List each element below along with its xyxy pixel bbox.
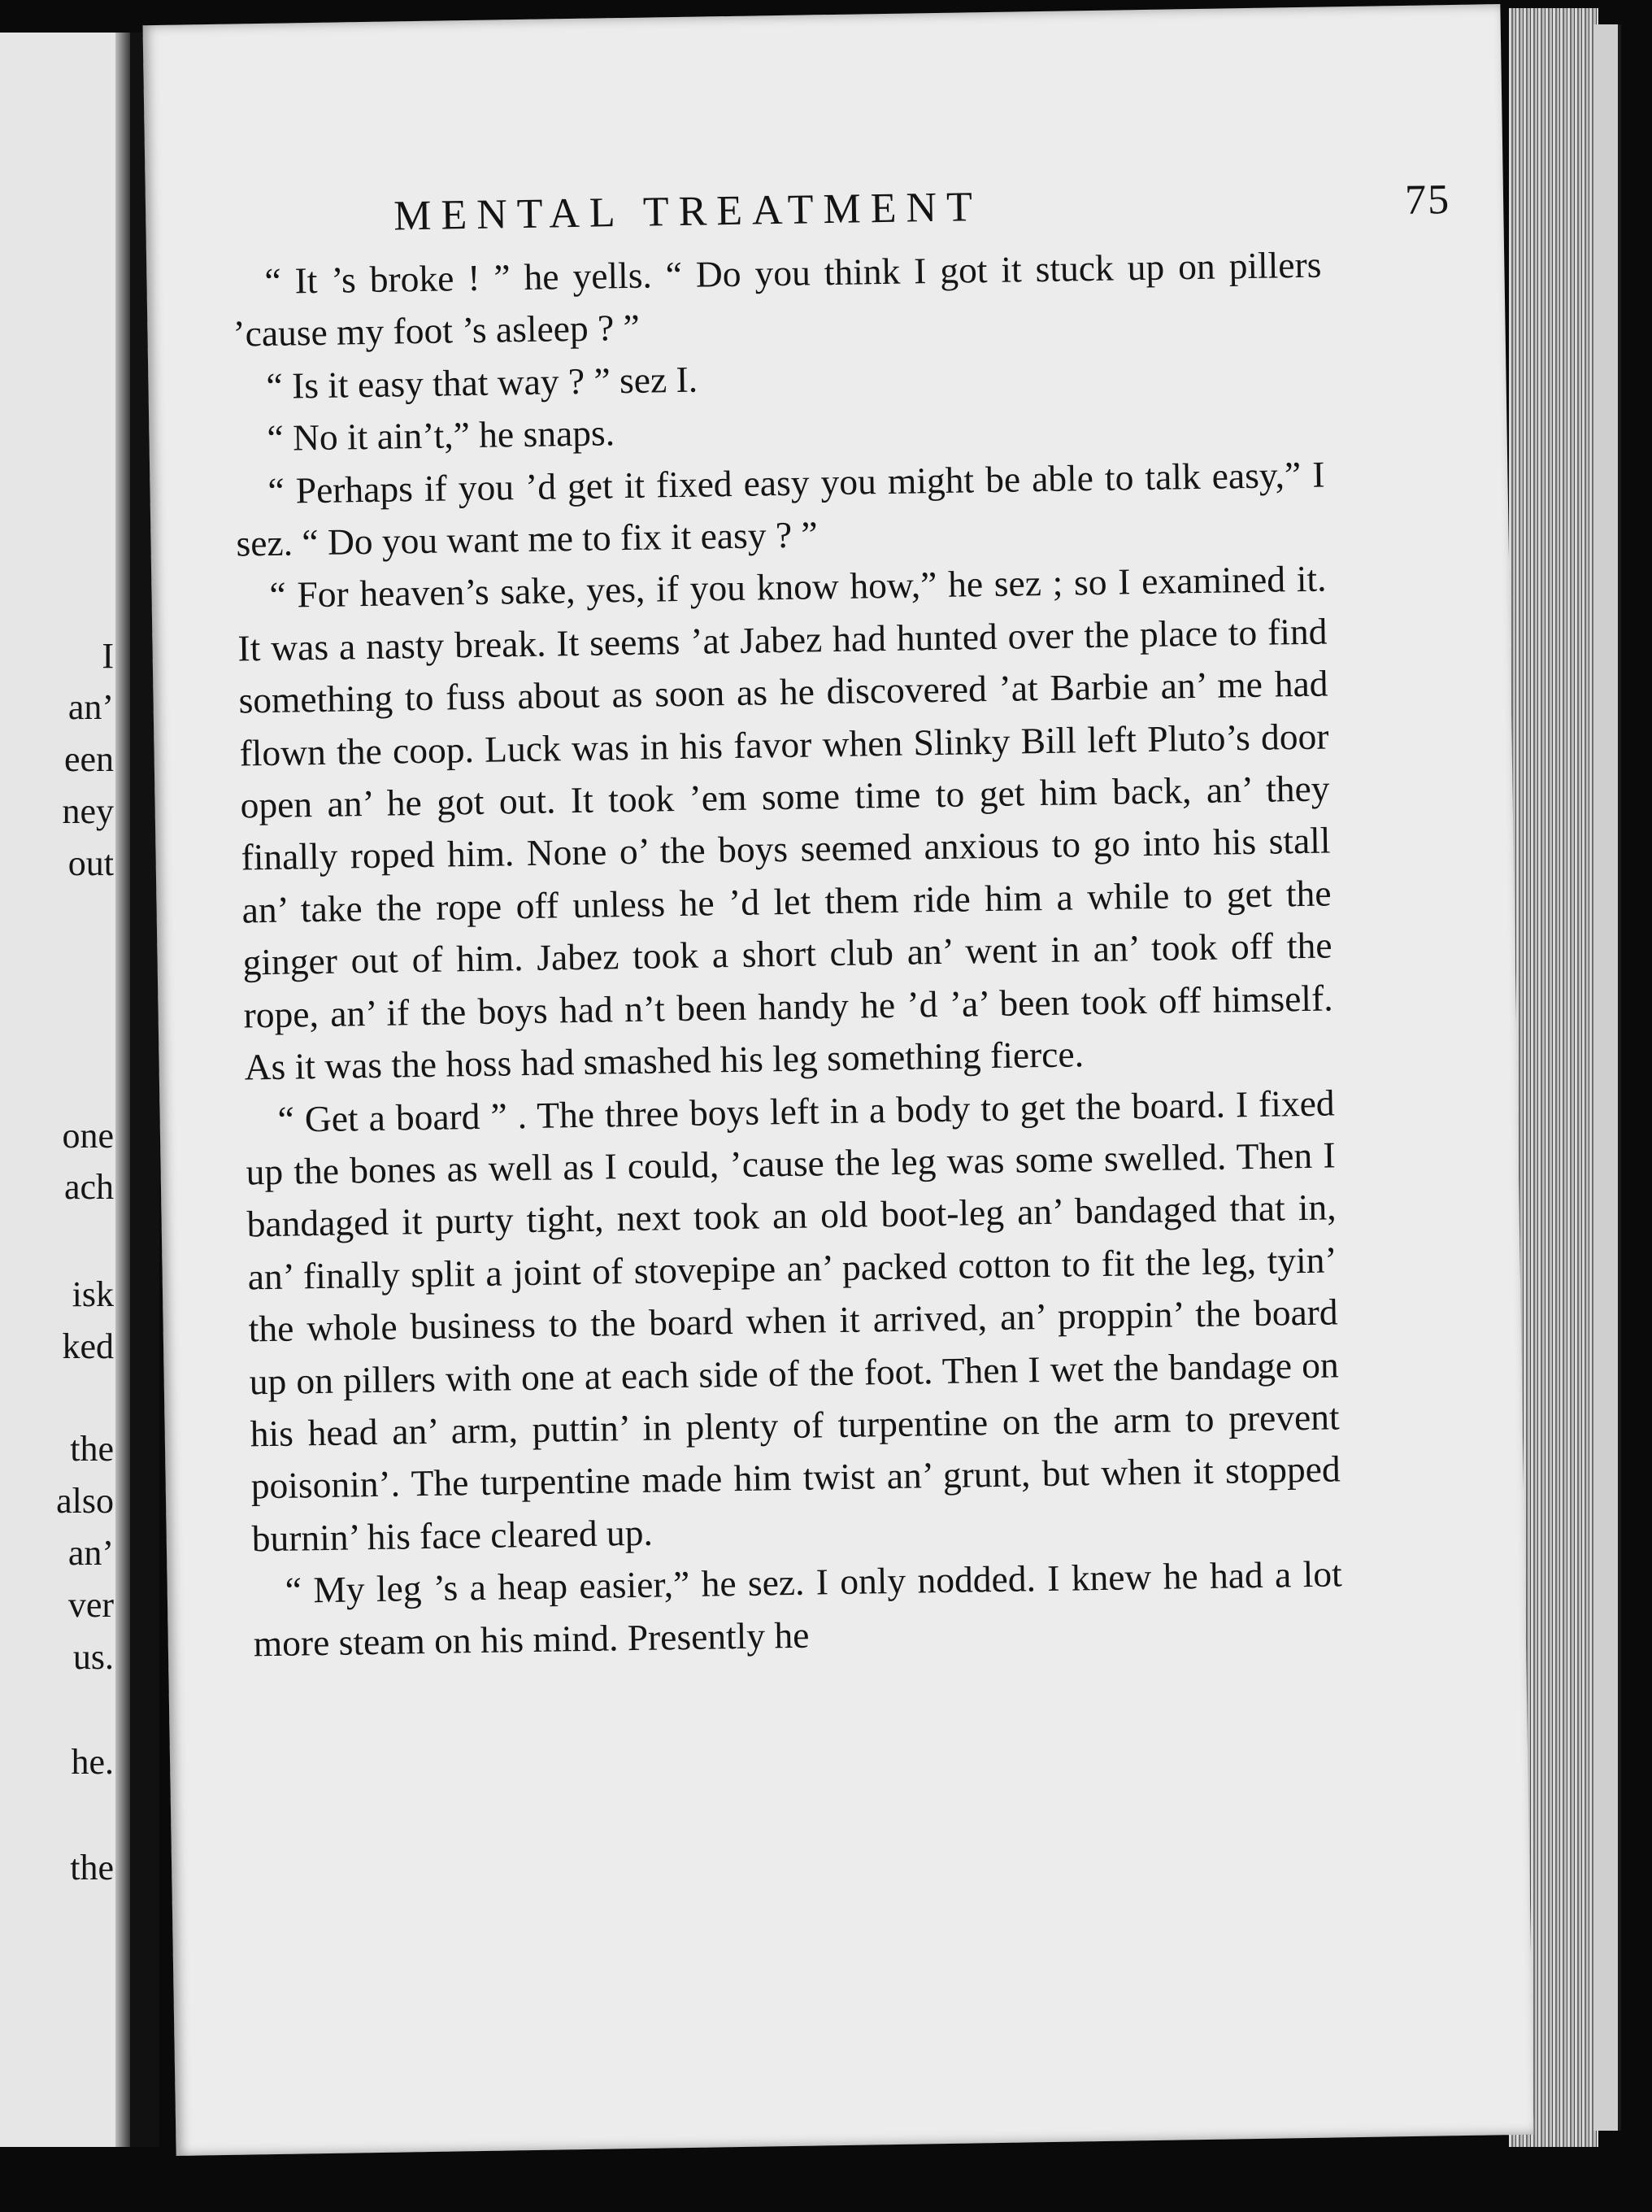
facing-page-fragment: the: [70, 1848, 114, 1888]
paragraph: “ My leg ’s a heap easier,” he sez. I only nodded. I knew he had a lot more steam on his mind. Presently he: [253, 1552, 1343, 1664]
facing-page-fragment: the: [70, 1429, 114, 1469]
paragraph: “ It ’s broke ! ” he yells. “ Do you think I got it stuck up on pillers ’cause my foot ’s asleep ? ”: [233, 243, 1322, 355]
paragraph: “ Is it easy that way ? ” sez I.: [266, 358, 698, 407]
facing-page-fragment: ney: [62, 791, 114, 831]
paragraph: “ No it ain’t,” he snaps.: [267, 411, 615, 459]
facing-page-fragment: an’: [67, 1533, 114, 1573]
facing-page-fragment: ver: [67, 1585, 114, 1625]
facing-page-fragment: one: [62, 1116, 114, 1156]
facing-page-fragment: us.: [72, 1637, 114, 1677]
facing-page-fragment: an’: [67, 687, 114, 727]
facing-page-fragment: ach: [63, 1167, 114, 1207]
facing-page-left: [0, 33, 130, 2147]
book-page: [143, 4, 1534, 2156]
paragraph: “ Get a board ” . The three boys left in a body to get the board. I fixed up the bones as well as I could, ’cause the leg was some swelled. Then I bandaged it purty tight, next took an old boot-leg an’ bandaged that in, an’ finally split a joint of stovepipe an’ packed cotton to fit the leg, tyin’ the whole business to the board when it arrived, an’ proppin’ the board up on pillers with one at each side of the foot. Then I wet the bandage on his head an’ arm, puttin’ in plenty of turpentine on the arm to prevent poisonin’. The turpentine made him twist an’ grunt, but when it stopped burnin’ his face cleared up.: [246, 1081, 1341, 1560]
running-title: MENTAL TREATMENT: [393, 184, 983, 240]
body-text: [232, 239, 1343, 1670]
facing-page-fragment: een: [63, 739, 114, 779]
gutter-shadow: [115, 33, 130, 2147]
paragraph: “ For heaven’s sake, yes, if you know how,” he sez ; so I examined it. It was a nasty break. It seems ’at Jabez had hunted over the place to find something to fuss about as soon as he discovered ’at Barbie an’ me had flown the coop. Luck was in his favor when Slinky Bill left Pluto’s door open an’ he got out. It took ’em some time to get him back, an’ they finally roped him. None o’ the boys seemed anxious to go into his stall an’ take the rope off unless he ’d let them ride him a while to get the ginger out of him. Jabez took a short club an’ went in an’ took off the rope, an’ if the boys had n’t been handy he ’d ’a’ been took off himself. As it was the hoss had smashed his leg something fierce.: [237, 557, 1333, 1088]
paragraph: “ Perhaps if you ’d get it fixed easy you might be able to talk easy,” I sez. “ Do you want me to fix it easy ? ”: [236, 453, 1325, 564]
book-cover-edge: [1593, 24, 1621, 2131]
facing-page-fragment: also: [56, 1481, 114, 1521]
page-number: 75: [1404, 176, 1451, 224]
facing-page-fragment: he.: [71, 1742, 114, 1782]
facing-page-fragment: I: [102, 636, 114, 676]
facing-page-fragment: out: [67, 843, 114, 883]
facing-page-fragment: ked: [62, 1326, 114, 1366]
facing-page-fragment: isk: [72, 1274, 114, 1314]
